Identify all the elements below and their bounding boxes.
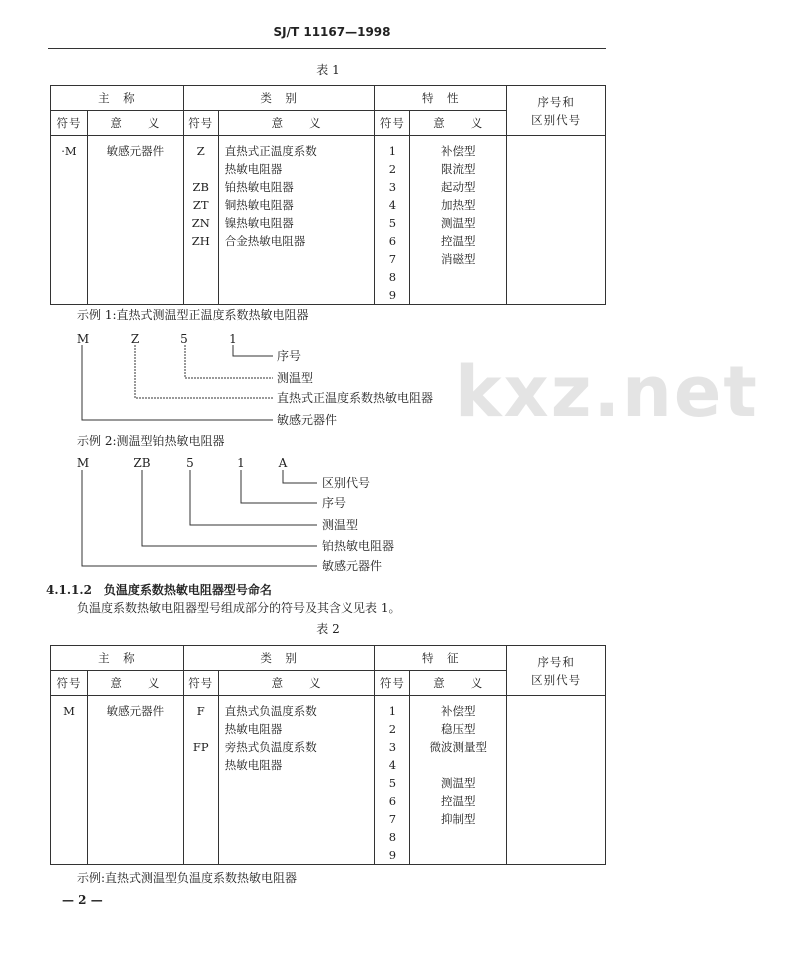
ex1-label: 直热式正温度系数热敏电阻器 (277, 391, 434, 405)
ex2-code: 1 (237, 456, 245, 470)
ex2-label: 铂热敏电阻器 (322, 539, 395, 553)
sub-header: 符号 (183, 671, 218, 696)
cell: 8 (388, 830, 397, 844)
group-header: 类 别 (183, 646, 375, 671)
section-heading: 4.1.1.2 负温度系数热敏电阻器型号命名 (46, 583, 272, 597)
ex2-code: 5 (186, 456, 194, 470)
ex1-code-1: 1 (229, 332, 237, 346)
cell: 测温型 (441, 776, 476, 790)
cell: 1 (388, 704, 397, 718)
example2-title: 示例 2:测温型铂热敏电阻器 (77, 434, 225, 448)
cell: 9 (388, 848, 397, 862)
ex2-label: 敏感元器件 (322, 559, 383, 573)
cell: 抑制型 (441, 812, 476, 826)
ex1-label: 敏感元器件 (277, 413, 338, 427)
sub-header: 符号 (375, 671, 410, 696)
ex1-code-z: Z (130, 332, 140, 346)
main-symbol: M (63, 704, 75, 718)
group-header: 特 性 (375, 86, 507, 111)
sub-header: 意 义 (410, 111, 507, 136)
cell: FP (192, 740, 209, 754)
cell: 4 (388, 198, 397, 212)
cell: ZN (191, 216, 210, 230)
cell: 5 (388, 776, 397, 790)
cell: 1 (388, 144, 397, 158)
ex2-label: 区别代号 (322, 476, 371, 490)
cell: 热敏电阻器 (224, 758, 283, 772)
cell: 2 (388, 722, 397, 736)
cell: 控温型 (441, 794, 476, 808)
cell (184, 756, 218, 774)
group-header: 类 别 (183, 86, 375, 111)
main-meaning: 敏感元器件 (106, 704, 165, 718)
sub-header: 符号 (183, 111, 218, 136)
cell: 3 (388, 180, 397, 194)
cell: 加热型 (441, 198, 476, 212)
cell: 稳压型 (441, 722, 476, 736)
cell: 5 (388, 216, 397, 230)
sub-header: 符号 (51, 671, 88, 696)
cell: 6 (388, 234, 397, 248)
cell: 4 (388, 758, 397, 772)
group-header: 序号和 区别代号 (507, 646, 606, 696)
ex1-code-5: 5 (180, 332, 188, 346)
group-header: 主 称 (51, 86, 184, 111)
cell: 铜热敏电阻器 (224, 198, 294, 212)
example3-title: 示例:直热式测温型负温度系数热敏电阻器 (77, 871, 298, 885)
cell: ZH (191, 234, 210, 248)
sub-header: 意 义 (87, 671, 183, 696)
feat_symbols (375, 696, 410, 865)
sub-header: 意 义 (218, 671, 375, 696)
cell: 测温型 (441, 216, 476, 230)
cell: Z (196, 144, 205, 158)
table2-title: 表 2 (316, 622, 340, 636)
cell: ZT (192, 198, 209, 212)
sub-header: 符号 (375, 111, 410, 136)
ex2-code: A (278, 456, 288, 470)
sub-header: 意 义 (218, 111, 375, 136)
group-header: 主 称 (51, 646, 184, 671)
cell: 消磁型 (441, 252, 476, 266)
cat_meanings (218, 696, 375, 865)
cell: 铂热敏电阻器 (224, 180, 294, 194)
cell: 6 (388, 794, 397, 808)
standard-header: SJ/T 11167—1998 (273, 25, 391, 39)
cell: 起动型 (441, 180, 476, 194)
cell: F (196, 704, 205, 718)
serial-column (507, 696, 606, 865)
main-meaning: 敏感元器件 (106, 144, 165, 158)
cell: 补偿型 (441, 704, 476, 718)
ex1-label: 序号 (277, 349, 302, 363)
ex2-label: 序号 (322, 496, 347, 510)
ex2-label: 测温型 (322, 518, 359, 532)
group-header: 特 征 (375, 646, 507, 671)
cell (184, 720, 218, 738)
cell: 9 (388, 288, 397, 302)
sub-header: 意 义 (410, 671, 507, 696)
cell: 镍热敏电阻器 (224, 216, 294, 230)
cell: 控温型 (441, 234, 476, 248)
cell: 7 (388, 252, 397, 266)
cell: 8 (388, 270, 397, 284)
cell: 热敏电阻器 (224, 722, 283, 736)
ex2-code: M (76, 456, 90, 470)
table-2 (50, 645, 606, 865)
cell: 补偿型 (441, 144, 476, 158)
group-header: 序号和 区别代号 (507, 86, 606, 136)
sub-header: 意 义 (87, 111, 183, 136)
page-number: — 2 — (62, 893, 103, 907)
cell: 直热式负温度系数 (224, 704, 317, 718)
ex2-code: ZB (133, 456, 151, 470)
cat_symbols (183, 696, 218, 865)
example1-title: 示例 1:直热式测温型正温度系数热敏电阻器 (77, 308, 309, 322)
cell: 合金热敏电阻器 (224, 234, 306, 248)
cell: 限流型 (441, 162, 476, 176)
section-text: 负温度系数热敏电阻器型号组成部分的符号及其含义见表 1。 (77, 601, 401, 615)
cell (410, 756, 506, 774)
ex1-label: 测温型 (277, 371, 314, 385)
cell: ZB (192, 180, 209, 194)
cell: 直热式正温度系数 (224, 144, 317, 158)
sub-header: 符号 (51, 111, 88, 136)
ex1-code-m: M (76, 332, 90, 346)
feat_meanings (410, 696, 507, 865)
cell: 旁热式负温度系数 (224, 740, 317, 754)
cell: 2 (388, 162, 397, 176)
cell: 3 (388, 740, 397, 754)
watermark: kxz.net (455, 351, 759, 433)
cell: 微波测量型 (429, 740, 488, 754)
cell: 热敏电阻器 (224, 162, 283, 176)
table1-title: 表 1 (316, 63, 340, 77)
cell: 7 (388, 812, 397, 826)
main-symbol: ·M (61, 144, 77, 158)
